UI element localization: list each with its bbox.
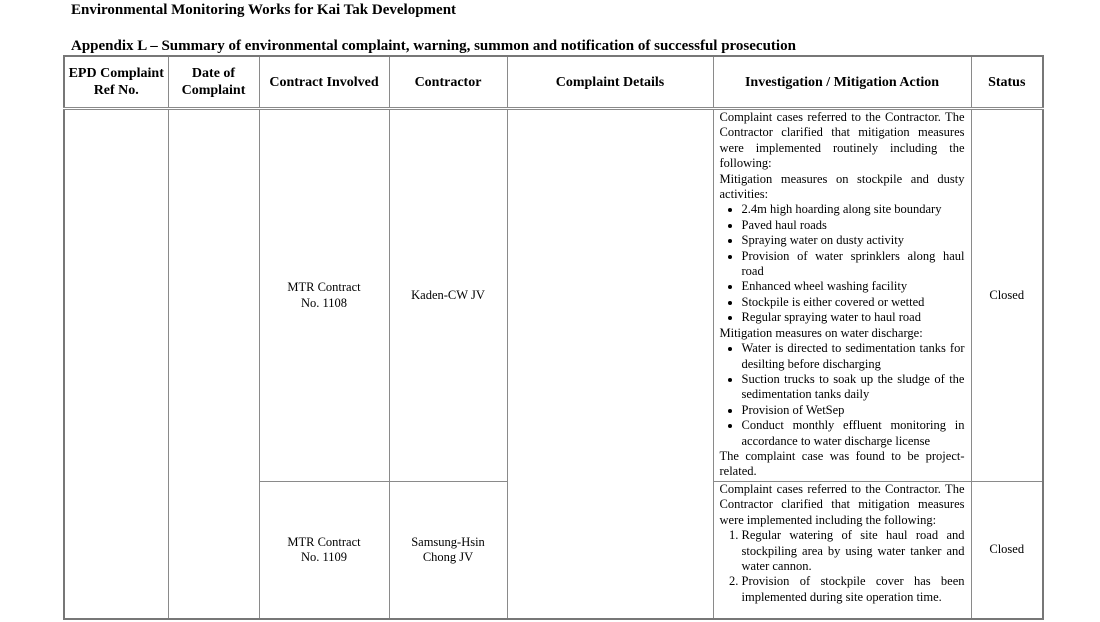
list-item: • Suction trucks to soak up the sludge of the sedimentation tanks daily bbox=[742, 372, 965, 403]
investigation-action-cell bbox=[713, 109, 971, 482]
investigation-action-cell bbox=[713, 482, 971, 620]
epd-ref-no-cell bbox=[64, 109, 168, 620]
water-discharge-heading: Mitigation measures on water discharge: bbox=[719, 325, 923, 340]
stockpile-measures-list bbox=[720, 202, 965, 325]
contract-cell: MTR Contract No. 1108 bbox=[259, 109, 389, 482]
status-cell: Closed bbox=[971, 109, 1043, 482]
contract-cell: MTR Contract No. 1109 bbox=[259, 482, 389, 620]
action-intro: Complaint cases referred to the Contractor. The Contractor clarified that mitigation measures were implemented routinely including the following: bbox=[719, 110, 965, 171]
header-investigation-action: Investigation / Mitigation Action bbox=[713, 56, 971, 109]
header-status: Status bbox=[971, 56, 1043, 109]
list-item: • Conduct monthly effluent monitoring in accordance to water discharge license bbox=[742, 418, 965, 449]
list-item: • Spraying water on dusty activity bbox=[742, 233, 965, 248]
complaint-summary-table bbox=[63, 55, 1044, 620]
header-contractor: Contractor bbox=[389, 56, 507, 109]
header-epd-ref-no: EPD Complaint Ref No. bbox=[64, 56, 168, 109]
list-item: 2. Provision of stockpile cover has been implemented during site operation time. bbox=[742, 574, 965, 605]
contractor-cell: Kaden-CW JV bbox=[389, 109, 507, 482]
action-intro: Complaint cases referred to the Contractor. The Contractor clarified that mitigation measures were implemented including the following: bbox=[719, 482, 965, 527]
header-complaint-details: Complaint Details bbox=[507, 56, 713, 109]
table-header-row bbox=[64, 56, 1043, 109]
list-item: 1. Regular watering of site haul road and stockpiling area by using water tanker and water cannon. bbox=[742, 528, 965, 574]
action-conclusion: The complaint case was found to be project-related. bbox=[719, 448, 965, 479]
date-of-complaint-cell bbox=[168, 109, 259, 620]
header-date-of-complaint: Date of Complaint bbox=[168, 56, 259, 109]
water-measures-list bbox=[720, 341, 965, 449]
stockpile-heading: Mitigation measures on stockpile and dusty activities: bbox=[719, 171, 965, 202]
appendix-title: Appendix L – Summary of environmental complaint, warning, summon and notification of successful prosecution bbox=[71, 38, 796, 54]
list-item: • Provision of water sprinklers along haul road bbox=[742, 249, 965, 280]
mitigation-measures-list bbox=[720, 528, 965, 605]
list-item: • 2.4m high hoarding along site boundary bbox=[742, 202, 965, 217]
list-item: • Water is directed to sedimentation tanks for desilting before discharging bbox=[742, 341, 965, 372]
list-item: • Enhanced wheel washing facility bbox=[742, 279, 965, 294]
list-item: • Regular spraying water to haul road bbox=[742, 310, 965, 325]
list-item: • Provision of WetSep bbox=[742, 403, 965, 418]
status-cell: Closed bbox=[971, 482, 1043, 620]
contractor-cell: Samsung-Hsin Chong JV bbox=[389, 482, 507, 620]
document-title: Environmental Monitoring Works for Kai Tak Development bbox=[71, 2, 457, 18]
table-row bbox=[64, 109, 1043, 482]
list-item: • Paved haul roads bbox=[742, 218, 965, 233]
header-contract-involved: Contract Involved bbox=[259, 56, 389, 109]
complaint-details-cell bbox=[507, 109, 713, 620]
list-item: • Stockpile is either covered or wetted bbox=[742, 295, 965, 310]
